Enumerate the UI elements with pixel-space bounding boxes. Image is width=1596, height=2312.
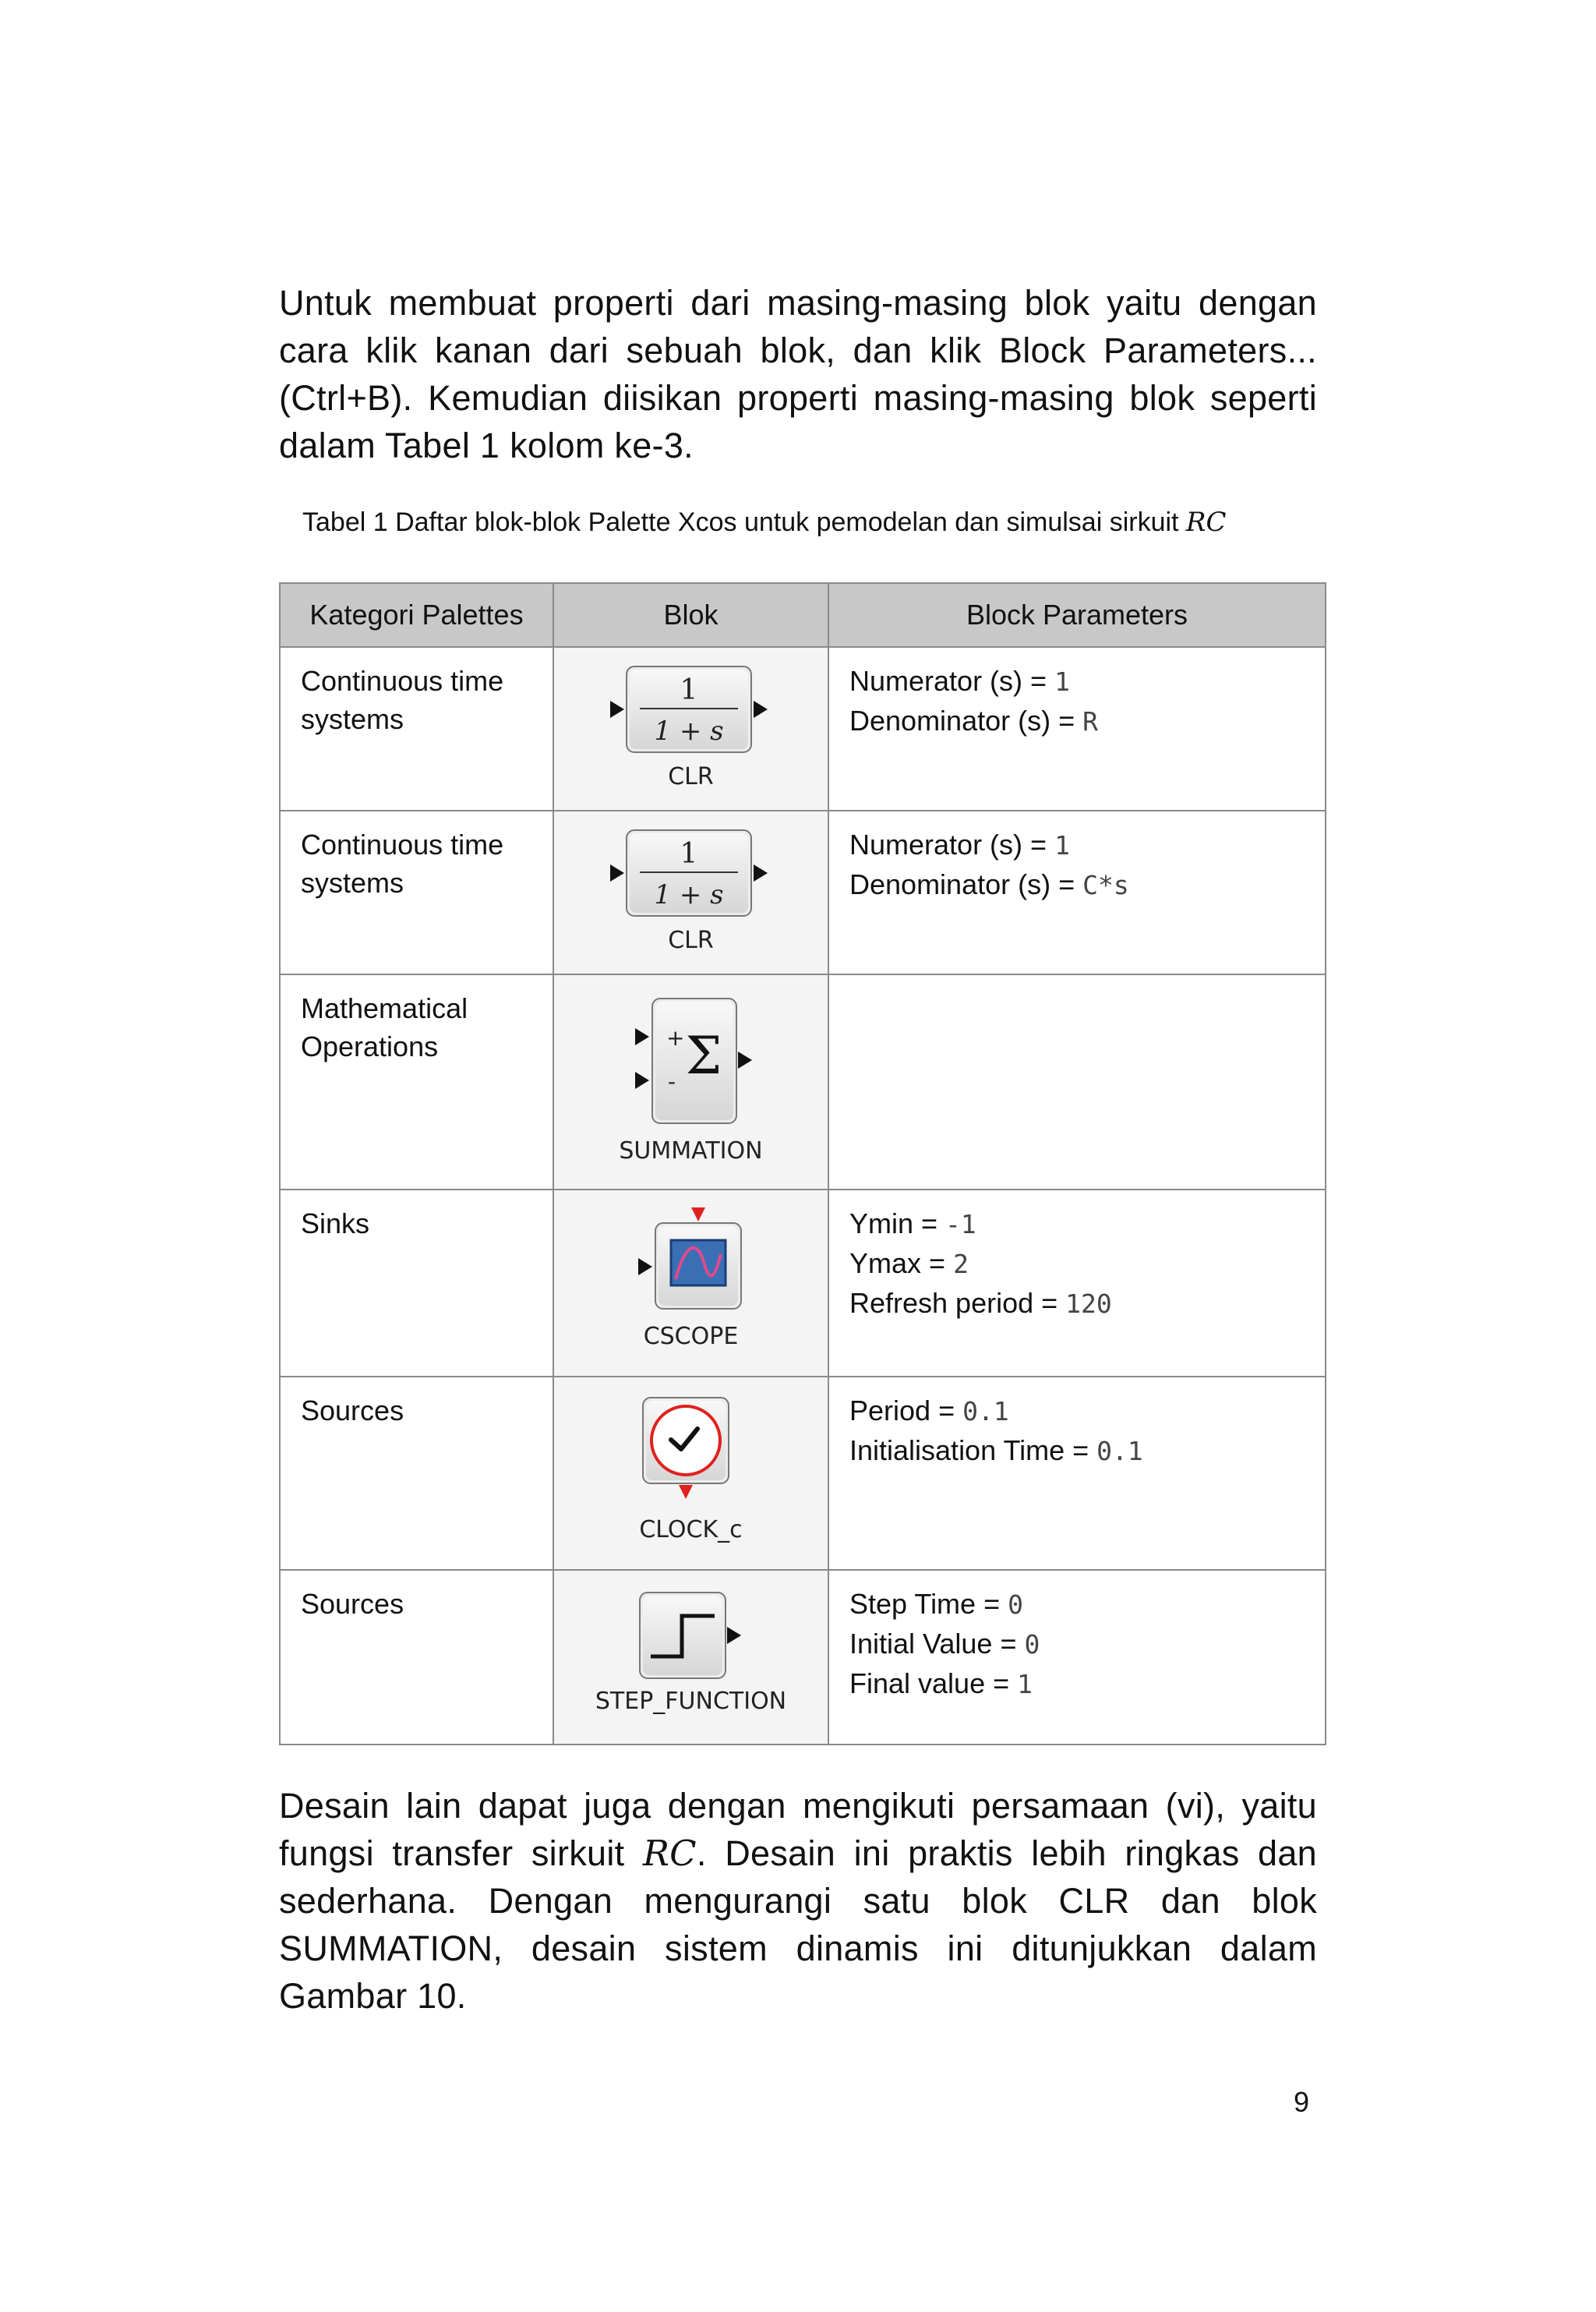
header-block: Blok: [553, 583, 828, 647]
table-row: [280, 647, 1326, 811]
category-cell: Continuous time systems: [280, 811, 553, 974]
param-label: Step Time =: [849, 1588, 1008, 1620]
block-name: STEP_FUNCTION: [595, 1688, 787, 1715]
caption-math: RC: [1185, 507, 1227, 538]
header-parameters: Block Parameters: [828, 583, 1326, 647]
param-value: 0: [1008, 1589, 1023, 1620]
param-line: [849, 1664, 1305, 1704]
block-cell: [553, 811, 828, 974]
param-line: [849, 1204, 1305, 1244]
param-line: [849, 1244, 1305, 1284]
input-port-icon: [610, 864, 624, 882]
table-row: [280, 1377, 1326, 1570]
param-line: [849, 865, 1305, 905]
block-cell: [553, 647, 828, 811]
block-name: CLOCK_c: [639, 1516, 743, 1543]
category-cell: Continuous time systems: [280, 647, 553, 811]
param-line: [849, 825, 1305, 865]
cscope-block-icon: [554, 1207, 829, 1324]
table-row: [280, 811, 1326, 974]
param-line: [849, 1624, 1305, 1664]
param-label: Period =: [849, 1395, 963, 1426]
category-cell: Sources: [280, 1570, 553, 1745]
table-caption: [302, 505, 1331, 539]
input-port-icon: [610, 701, 624, 718]
output-port-icon: [754, 701, 768, 718]
table-header-row: [280, 583, 1326, 647]
closing-math: RC: [643, 1833, 697, 1874]
step-block-icon: [554, 1591, 829, 1692]
params-cell: [828, 1190, 1326, 1377]
param-line: [849, 1284, 1305, 1324]
page-number: 9: [1294, 2086, 1310, 2118]
param-label: Ymin =: [849, 1207, 946, 1239]
block-cell: [553, 1570, 828, 1745]
param-label: Denominator (s) =: [849, 705, 1083, 737]
input-port-icon: [635, 1028, 649, 1045]
param-value: R: [1082, 706, 1098, 737]
param-value: 1: [1054, 666, 1070, 697]
param-line: [849, 1391, 1305, 1431]
param-label: Numerator (s) =: [849, 665, 1055, 697]
caption-text: Tabel 1 Daftar blok-blok Palette Xcos untuk pemodelan dan simulsai sirkuit: [302, 507, 1186, 537]
input-port-icon: [638, 1258, 652, 1275]
palette-table: [279, 582, 1326, 1745]
param-value: 0.1: [962, 1396, 1009, 1426]
param-value: C*s: [1082, 870, 1129, 900]
param-value: 120: [1065, 1289, 1112, 1319]
param-value: 2: [953, 1249, 969, 1279]
param-value: -1: [945, 1209, 976, 1239]
param-label: Final value =: [849, 1667, 1018, 1699]
output-port-icon: [738, 1052, 752, 1069]
closing-text-part1: Desain lain dapat juga dengan mengikuti persamaan (vi), yaitu fungsi transfer sirkuit: [279, 1786, 1317, 1873]
output-port-icon: [727, 1627, 741, 1644]
category-cell: Sources: [280, 1377, 553, 1570]
table-row: [280, 974, 1326, 1190]
closing-text-part2: . Desain ini praktis lebih ringkas dan sederhana. Dengan mengurangi satu blok CLR dan blok SUMMATION, desain sistem dinamis ini ditunjukkan dalam Gambar 10.: [279, 1833, 1317, 2016]
intro-paragraph: Untuk membuat properti dari masing-masing blok yaitu dengan cara klik kanan dari sebuah blok, dan klik Block Parameters... (Ctrl+B). Kemudian diisikan properti masing-masing blok seperti dalam Tabel 1 kolom ke-3.: [279, 283, 1317, 465]
block-cell: [553, 1377, 828, 1570]
clr-denominator: 1 + s: [654, 879, 724, 910]
param-value: 0: [1024, 1629, 1040, 1660]
param-value: 1: [1054, 830, 1070, 861]
param-label: Denominator (s) =: [849, 868, 1083, 900]
param-value: 1: [1017, 1669, 1033, 1699]
param-line: [849, 662, 1305, 702]
param-label: Initial Value =: [849, 1628, 1025, 1660]
param-line: [849, 1431, 1305, 1471]
sigma-symbol: Σ: [685, 1026, 722, 1086]
summation-block-icon: [554, 997, 829, 1137]
param-value: 0.1: [1096, 1436, 1143, 1466]
params-cell: [828, 974, 1326, 1190]
block-name: SUMMATION: [619, 1137, 763, 1165]
block-cell: [553, 1190, 828, 1377]
params-cell: [828, 1377, 1326, 1570]
minus-sign: -: [668, 1069, 676, 1094]
clock-block-icon: [554, 1396, 829, 1513]
closing-paragraph: [279, 1782, 1317, 2020]
table-row: [280, 1570, 1326, 1745]
table-row: [280, 1190, 1326, 1377]
block-name: CSCOPE: [643, 1323, 739, 1350]
param-label: Numerator (s) =: [849, 829, 1055, 861]
clr-numerator: 1: [680, 838, 698, 870]
block-name: CLR: [668, 763, 714, 790]
header-category: Kategori Palettes: [280, 583, 553, 647]
output-port-icon: [754, 864, 768, 882]
block-cell: [553, 974, 828, 1190]
param-label: Initialisation Time =: [849, 1434, 1097, 1466]
plus-sign: +: [666, 1025, 685, 1051]
clr-denominator: 1 + s: [654, 716, 724, 747]
params-cell: [828, 647, 1326, 811]
param-label: Refresh period =: [849, 1287, 1066, 1319]
category-cell: Sinks: [280, 1190, 553, 1377]
param-label: Ymax =: [849, 1247, 954, 1279]
param-line: [849, 1585, 1305, 1624]
input-port-icon: [635, 1072, 649, 1089]
param-line: [849, 702, 1305, 741]
params-cell: [828, 811, 1326, 974]
event-input-port-icon: [691, 1207, 705, 1221]
category-cell: Mathematical Operations: [280, 974, 553, 1190]
block-name: CLR: [668, 927, 714, 954]
event-output-port-icon: [679, 1485, 693, 1499]
params-cell: [828, 1570, 1326, 1745]
clr-numerator: 1: [680, 674, 698, 706]
